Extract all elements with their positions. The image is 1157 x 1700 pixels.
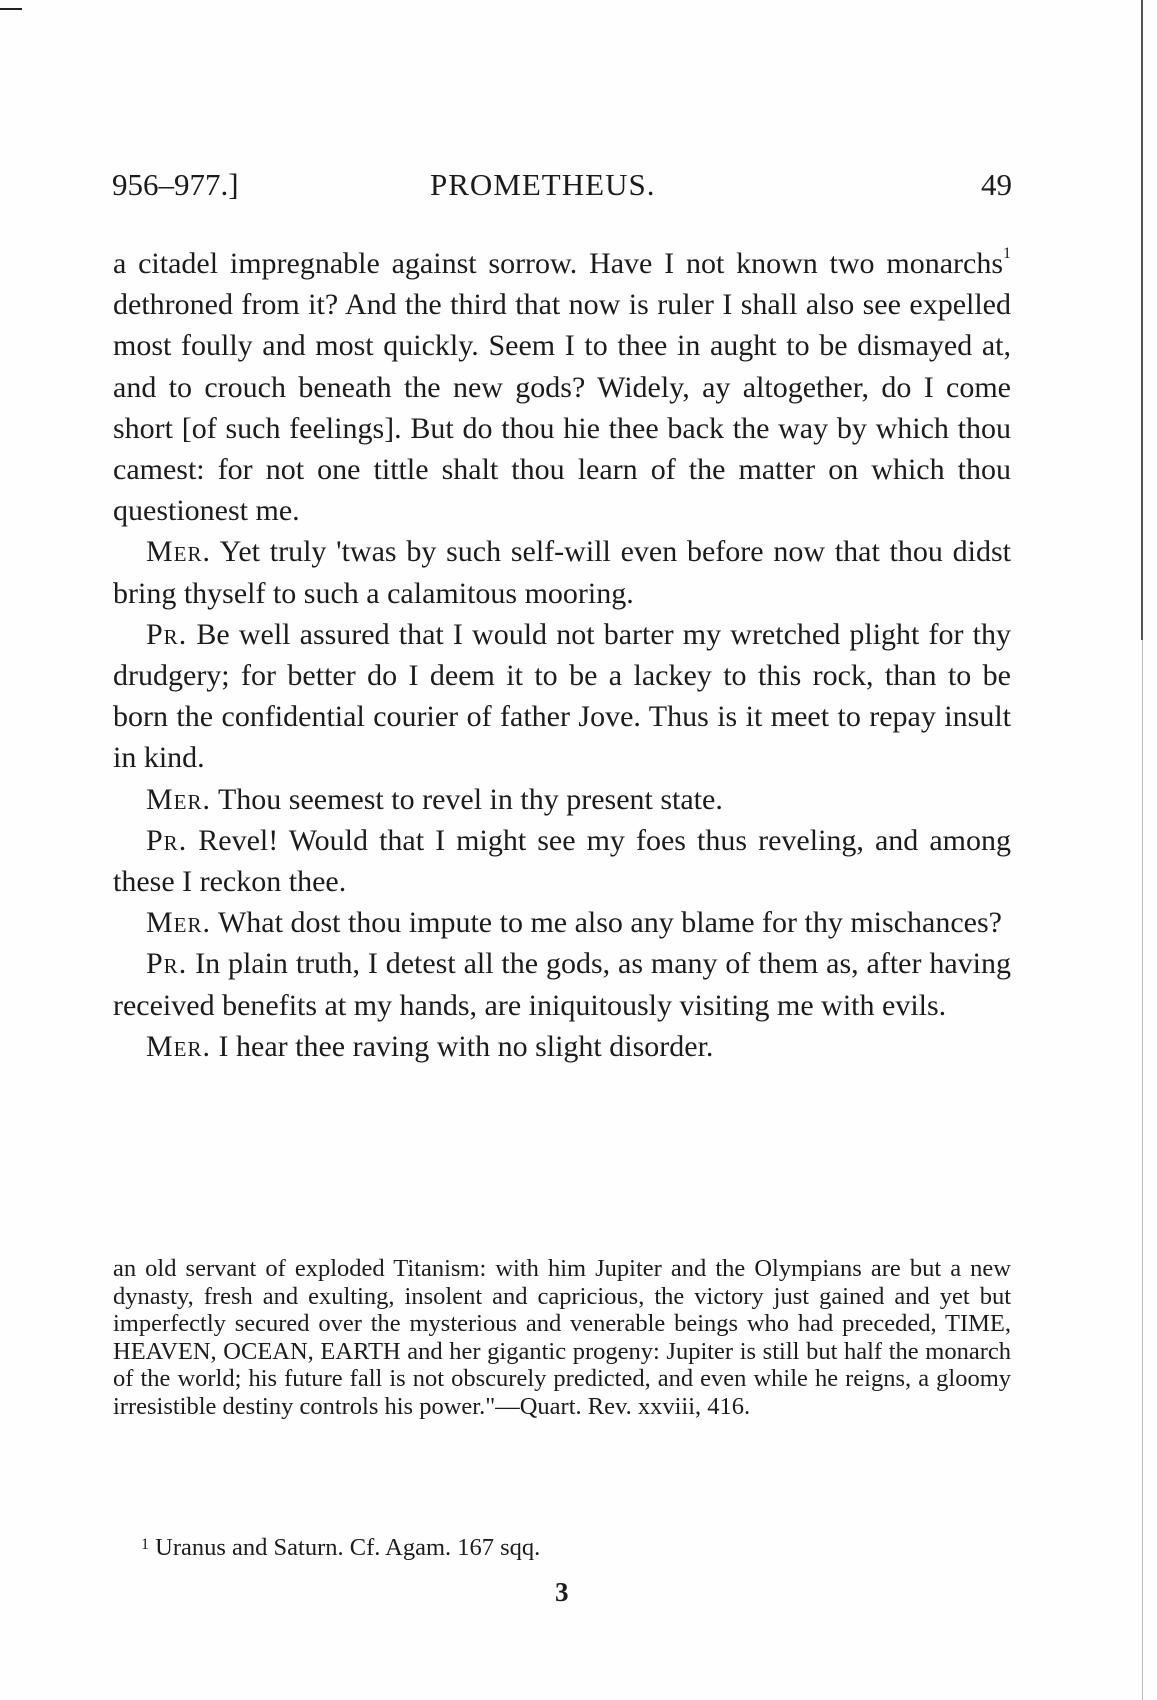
- speaker-label: Pr.: [146, 947, 188, 981]
- page-edge-rule: [1141, 0, 1143, 640]
- footnote-marker: 1: [141, 1536, 149, 1553]
- running-title: PROMETHEUS.: [430, 167, 656, 202]
- speaker-label: Mer.: [146, 1029, 212, 1063]
- speech-mercury: Mer. Yet truly 'twas by such self-will even before now that thou didst bring thyself to such a calamitous mooring.: [113, 535, 1011, 610]
- line-range: 956–977.]: [112, 167, 239, 202]
- main-text: [113, 243, 1011, 1067]
- speech-prometheus: Pr. Revel! Would that I might see my foes thus reveling, and among these I reckon thee.: [113, 823, 1011, 899]
- speaker-label: Mer.: [146, 782, 212, 816]
- page-edge-rule-faint: [1142, 640, 1143, 1700]
- speech-prometheus: Pr. Be well assured that I would not barter my wretched plight for thy drudgery; for better do I deem it to be a lackey to this rock, than to be born the confidential courier of father Jove. Thus is it meet to repay insult in kind.: [113, 617, 1011, 775]
- speech-mercury: Mer. Thou seemest to revel in thy present state.: [146, 782, 723, 816]
- footnote-ref: 1: [1003, 245, 1011, 262]
- speech-mercury: Mer. What dost thou impute to me also any blame for thy mischances?: [146, 906, 1002, 940]
- footnote-1: $^1$ Uranus and Saturn. Cf. Agam. 167 sqq.: [141, 1534, 541, 1561]
- footnote-continued: an old servant of exploded Titanism: with him Jupiter and the Olympians are but a new dynasty, fresh and exulting, insolent and capricious, the victory just gained and yet but imperfectly secured over the mysterious and venerable beings who had preceded, TIME, HEAVEN, OCEAN, EARTH and her gigantic progeny: Jupiter is still but half the monarch of the world; his future fall is not obscurely predicted, and even while he reigns, a gloomy irresistible destiny controls his power."—Quart. Rev. xxviii, 416.: [113, 1255, 1011, 1420]
- speaker-label: Mer.: [146, 906, 212, 940]
- speech-mercury: Mer. I hear thee raving with no slight disorder.: [146, 1029, 714, 1063]
- speaker-label: Pr.: [146, 823, 188, 857]
- speaker-label: Mer.: [146, 535, 212, 569]
- speaker-label: Pr.: [146, 617, 188, 651]
- scan-edge-mark: [0, 8, 22, 10]
- page-number: 49: [981, 167, 1012, 202]
- signature-mark: 3: [555, 1577, 569, 1607]
- speech-prometheus: Pr. In plain truth, I detest all the gods, as many of them as, after having received benefits at my hands, are iniquitously visiting me with evils.: [113, 947, 1011, 1022]
- paragraph-continued: a citadel impregnable against sorrow. Have I not known two monarchs$^1$ dethroned from it? And the third that now is ruler I shall also see expelled most foully and most quickly. Seem I to thee in aught to be dismayed at, and to crouch beneath the new gods? Widely, ay altogether, do I come short [of such feelings]. But do thou hie thee back the way by which thou camest: for not one tittle shalt thou learn of the matter on which thou questionest me.: [113, 245, 1011, 528]
